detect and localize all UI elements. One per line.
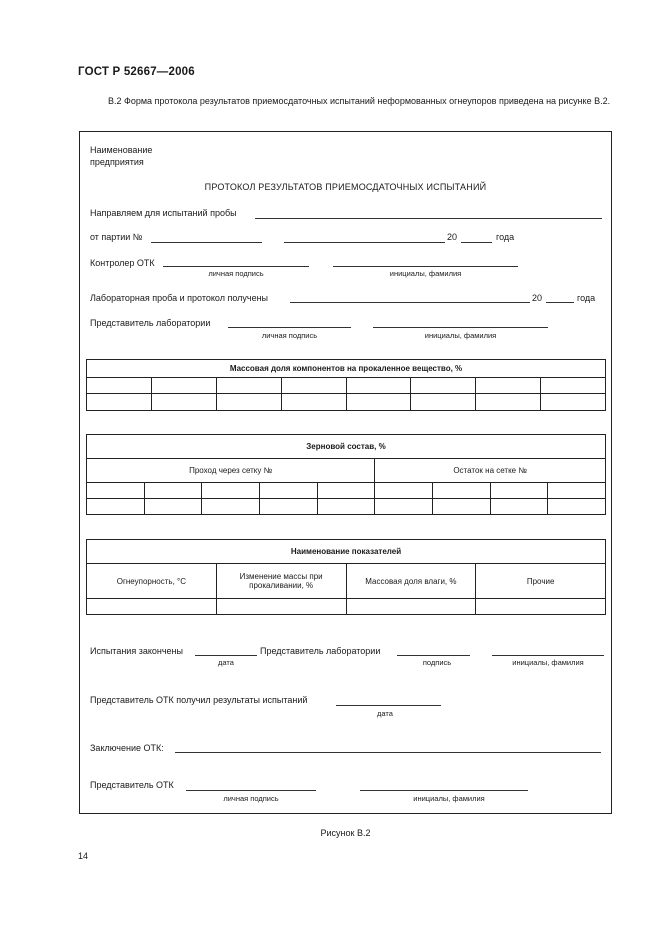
indicators-table-title: Наименование показателей [87,540,606,564]
lab-sample-year-prefix: 20 [532,293,543,303]
table-cell[interactable] [216,599,346,615]
table-cell[interactable] [87,599,217,615]
table-cell[interactable] [317,483,375,499]
table-cell[interactable] [317,499,375,515]
otk-rep-signature-caption: личная подпись [223,794,279,803]
otk-controller-name-caption: инициалы, фамилия [389,269,462,278]
table-cell[interactable] [548,499,606,515]
otk-controller-signature-field[interactable] [163,266,309,267]
tests-done-date-caption: дата [218,658,234,667]
table-cell[interactable] [411,378,476,394]
org-label-line1: Наименование [90,145,153,155]
table-cell[interactable] [281,378,346,394]
grain-table [86,434,606,515]
batch-year-prefix: 20 [447,232,458,242]
components-table [86,359,606,411]
lab-rep-name-field[interactable] [373,327,548,328]
table-cell[interactable] [411,394,476,411]
otk-controller-signature-caption: личная подпись [208,269,264,278]
otk-conclusion-label: Заключение ОТК: [90,743,164,753]
otk-rep-signature-field[interactable] [186,790,316,791]
grain-table-residue-header: Остаток на сетке № [375,459,606,483]
figure-caption: Рисунок В.2 [320,828,371,838]
table-cell[interactable] [490,499,548,515]
refractoriness-header: Огнеупорность, °С [87,564,217,599]
table-cell[interactable] [476,599,606,615]
page-number: 14 [78,851,89,861]
tests-lab-rep-label: Представитель лаборатории [260,646,381,656]
table-cell[interactable] [432,483,490,499]
table-cell[interactable] [375,483,433,499]
table-cell[interactable] [216,394,281,411]
table-cell[interactable] [202,483,260,499]
intro-paragraph [78,95,618,108]
table-cell[interactable] [144,483,202,499]
table-cell[interactable] [541,378,606,394]
org-label-line2: предприятия [90,157,144,167]
tests-done-label: Испытания закончены [90,646,183,656]
table-cell[interactable] [87,483,145,499]
lab-sample-date-field[interactable] [290,302,530,303]
batch-year-field[interactable] [461,242,492,243]
otk-received-date-field[interactable] [336,705,441,706]
table-cell[interactable] [259,483,317,499]
moisture-header: Массовая доля влаги, % [346,564,476,599]
tests-lab-rep-name-caption: инициалы, фамилия [512,658,584,667]
intro-text: В.2 Форма протокола результатов приемосдаточных испытаний неформованных огнеупоров приведена на рисунке В.2. [108,96,611,106]
tests-lab-rep-name-field[interactable] [492,655,604,656]
indicators-table [86,539,606,615]
lab-sample-year-field[interactable] [546,302,574,303]
lab-rep-name-caption: инициалы, фамилия [424,331,497,340]
grain-table-pass-header: Проход через сетку № [87,459,375,483]
other-header: Прочие [476,564,606,599]
document-id: ГОСТ Р 52667—2006 [78,66,195,78]
components-table-title: Массовая доля компонентов на прокаленное вещество, % [87,360,606,378]
otk-controller-label: Контролер ОТК [90,258,155,268]
otk-controller-name-field[interactable] [333,266,518,267]
tests-lab-rep-signature-caption: подпись [422,658,452,667]
mass-change-header-line1: Изменение массы при [239,572,323,581]
table-cell[interactable] [432,499,490,515]
table-cell[interactable] [548,483,606,499]
table-cell[interactable] [144,499,202,515]
grain-table-title: Зерновой состав, % [87,435,606,459]
table-cell[interactable] [541,394,606,411]
table-cell[interactable] [216,378,281,394]
table-cell[interactable] [375,499,433,515]
lab-sample-label: Лабораторная проба и протокол получены [90,293,269,303]
lab-sample-year-suffix: года [577,293,596,303]
tests-done-date-field[interactable] [195,655,257,656]
lab-rep-signature-field[interactable] [228,327,351,328]
table-cell[interactable] [151,378,216,394]
table-cell[interactable] [151,394,216,411]
form-title: ПРОТОКОЛ РЕЗУЛЬТАТОВ ПРИЕМОСДАТОЧНЫХ ИСПЫТАНИЙ [204,182,487,192]
table-cell[interactable] [87,499,145,515]
table-cell[interactable] [87,378,152,394]
table-cell[interactable] [202,499,260,515]
table-cell[interactable] [87,394,152,411]
lab-rep-label: Представитель лаборатории [90,318,211,328]
mass-change-header-line2: прокаливании, % [249,581,314,590]
batch-number-field[interactable] [151,242,262,243]
table-cell[interactable] [476,394,541,411]
mass-change-header [216,564,346,599]
otk-conclusion-field[interactable] [175,752,601,753]
lab-rep-signature-caption: личная подпись [261,331,318,340]
batch-year-suffix: года [496,232,515,242]
otk-received-label: Представитель ОТК получил результаты испытаний [90,695,308,705]
table-cell[interactable] [281,394,346,411]
sent-samples-label: Направляем для испытаний пробы [90,208,237,218]
otk-rep-name-field[interactable] [360,790,528,791]
tests-lab-rep-signature-field[interactable] [397,655,470,656]
batch-label: от партии № [90,232,143,242]
table-cell[interactable] [346,599,476,615]
table-cell[interactable] [346,378,411,394]
table-cell[interactable] [476,378,541,394]
table-cell[interactable] [490,483,548,499]
table-cell[interactable] [259,499,317,515]
otk-received-date-caption: дата [377,709,393,718]
otk-rep-label: Представитель ОТК [90,780,174,790]
batch-date-field[interactable] [284,242,445,243]
otk-rep-name-caption: инициалы, фамилия [413,794,485,803]
table-cell[interactable] [346,394,411,411]
sent-samples-field[interactable] [255,218,602,219]
